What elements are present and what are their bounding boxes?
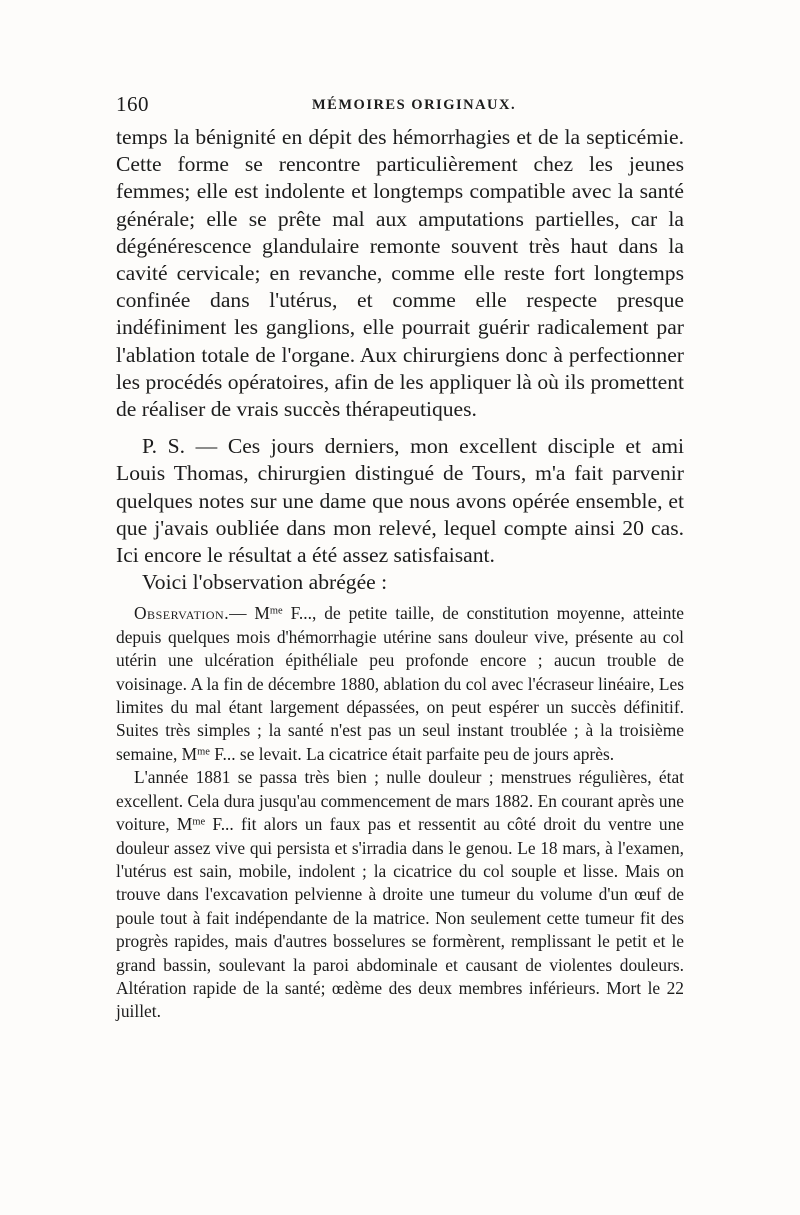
paragraph-continuation: temps la bénignité en dépit des hémorrhagies et de la septicémie. Cette forme se rencontre particulièrement chez les jeunes femmes; elle est indolente et longtemps compatible avec la santé générale; elle se prête mal aux amputations partielles, car la dégénérescence glandulaire remonte souvent très haut dans la cavité cervicale; en revanche, comme elle reste fort longtemps confinée dans l'utérus, et comme elle respecte presque indéfiniment les ganglions, elle pourrait guérir radicalement par l'ablation totale de l'organe. Aux chirurgiens donc à perfectionner les procédés opératoires, afin de les appliquer là où ils promettent de réaliser de vrais succès thérapeutiques. [116,125,684,422]
observation-text-1a: — M [229,603,270,624]
observation-text-1b: F..., de petite taille, de constitution moyenne, atteinte depuis quelques mois d'hémorrhagie utérine sans douleur vive, présente au col utérin une ulcération épithéliale peu profonde encore ; aucun trouble de voisinage. A la fin de décembre 1880, ablation du col avec l'écraseur linéaire, Les limites du mal étant largement dépassées, on peut espérer un succès définitif. Suites très simples ; la santé n'est pas un seul instant troublée ; à la troisième semaine, M [116,603,685,764]
book-page [116,92,684,1024]
paragraph-postscript: P. S. — Ces jours derniers, mon excellent disciple et ami Louis Thomas, chirurgien distingué de Tours, m'a fait parvenir quelques notes sur une dame que nous avons opérée ensemble, et que j'avais oubliée dans mon relevé, lequel compte ainsi 20 cas. Ici encore le résultat a été assez satisfaisant. [116,434,684,568]
observation-text-2b: F... fit alors un faux pas et ressentit au côté droit du ventre une douleur assez vive qui persista et s'irradia dans le genou. Le 18 mars, à l'examen, l'utérus est sain, mobile, indolent ; la cicatrice du col souple et lisse. Mais on trouve dans l'excavation pelvienne à droite une tumeur du volume d'un œuf de poule tout à fait indépendante de la matrice. Non seulement cette tumeur fit des progrès rapides, mais d'autres bosselures se formèrent, remplissant le petit et le grand bassin, soulevant la paroi abdominale et causant de violentes douleurs. Altération rapide de la santé; œdème des deux membres inférieurs. Mort le 22 juillet. [116,814,684,1022]
running-head [116,92,684,122]
superscript-me: me [197,746,210,758]
page-number: 160 [116,92,149,116]
superscript-me: me [269,605,283,617]
running-title: MÉMOIRES ORIGINAUX. [312,97,517,113]
paragraph-intro-observation: Voici l'observation abrégée : [142,570,388,595]
observation-block [116,602,684,1023]
observation-paragraph-2 [116,766,684,1023]
observation-text-2a: L'année 1881 se passa très bien ; nulle douleur ; menstrues régulières, état excellent. Cela dura jusqu'au commencement de mars 1882. En courant après une voiture, M [116,767,684,835]
observation-label: Observation. [134,603,230,624]
observation-paragraph-1 [116,602,684,766]
superscript-me: me [192,816,206,828]
observation-text-1c: F... se levait. La cicatrice était parfaite peu de jours après. [209,743,615,764]
main-text [116,124,684,596]
